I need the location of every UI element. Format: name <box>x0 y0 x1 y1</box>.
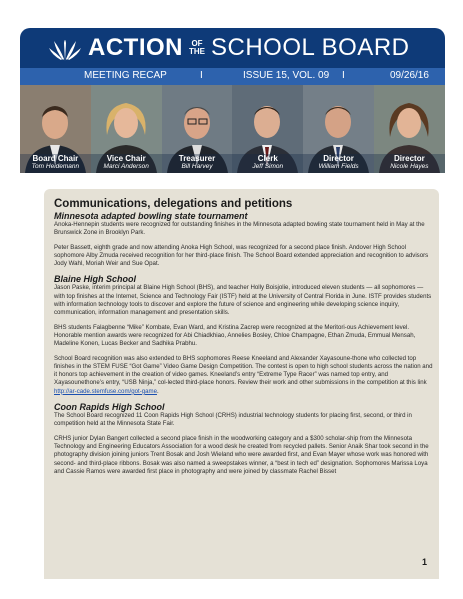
subheading-bowling: Minnesota adapted bowling state tournament <box>54 211 248 221</box>
board-member <box>232 85 303 173</box>
separator: I <box>342 70 345 81</box>
member-role: Director <box>394 154 425 163</box>
paragraph-text: School Board recognition was also extended to BHS sophomores Reese Kneeland and Alexander Xayasoune-thone who collected top finishes in the STEM FUSE “Got Game” Video Game Design Competition. The contest is open to high school students across the nation and it honors top achievement in the creation of video games. Kneeland’s entry “Extreme Type Racer” was named top entry, and Xayasounethone’s entry, “USB Ninja,” col-lected third-place honors. Review their work and other submissions in the competition at this link <box>54 354 433 387</box>
title-school-board: SCHOOL BOARD <box>211 34 410 61</box>
title-of: OF <box>191 39 203 48</box>
subheading-blaine: Blaine High School <box>54 274 137 285</box>
title-of-the <box>187 40 207 56</box>
member-role: Treasurer <box>178 154 216 163</box>
member-role: Board Chair <box>32 154 79 163</box>
section-heading: Communications, delegations and petitions <box>54 198 293 210</box>
recap-label: MEETING RECAP <box>84 70 167 81</box>
caption <box>91 154 162 173</box>
separator: I <box>200 70 203 81</box>
member-name: Tom Heidemann <box>31 163 80 170</box>
caption <box>232 154 303 173</box>
meeting-recap-bar <box>20 68 445 85</box>
caption <box>303 154 374 173</box>
masthead-banner <box>20 28 445 68</box>
paragraph: Jason Paske, interim principal at Blaine High School (BHS), and teacher Holly Boisjolie, introduced eleven students — all sophomores — with top finishes at the Intemet, Science and Technology Fair (ISTF) held at the University of Central Florida in June. ISTF provides students with information technology tools to discover and explore the future of science and engineering while developing science inquiry, communication, information management and presentation skills. <box>54 284 432 317</box>
date-label: 09/26/16 <box>390 70 429 81</box>
got-game-link[interactable]: http://ar-cade.stemfuse.com/got-game <box>54 387 157 395</box>
paragraph: Peter Bassett, eighth grade and now attending Anoka High School, was recognized for a second place finish. Andover High School sophomore Alby Zmuda received recognition for her third-place finish. The School Board extended appreciation and recognition to advisors Jody Wahl, Moriah Weir and Sue Opat. <box>54 243 429 268</box>
caption <box>374 154 445 173</box>
member-name: Bill Harvey <box>181 163 213 170</box>
title-the: THE <box>189 47 205 56</box>
caption <box>20 154 91 173</box>
board-member <box>162 85 233 173</box>
member-name: Marci Anderson <box>103 163 149 170</box>
title-action: ACTION <box>88 34 183 61</box>
board-member <box>91 85 162 173</box>
member-role: Vice Chair <box>106 154 146 163</box>
subheading-coon-rapids: Coon Rapids High School <box>54 402 165 413</box>
paragraph: BHS students Falagbenne “Mike” Kombate, Evan Ward, and Kristina Zacrep were recognized at the Meritori-ous Achievement level. Honorable mention awards were recognized for Abi Chiadkhiao, Annelies Bosley, Chloe Champagne, Ethan Zmuda, Emmual Mensah, Madeline Konen, Lucas Becker and Sadhika Prabhu. <box>54 323 416 348</box>
board-member <box>20 85 91 173</box>
paragraph-end: . <box>156 387 159 395</box>
paragraph: Anoka-Hennepin students were recognized for outstanding finishes in the Minnesota adapted bowling state tournament held in May at the Brunswick Zone in Brooklyn Park. <box>54 221 425 237</box>
content-panel <box>44 189 439 579</box>
paragraph: The School Board recognized 11 Coon Rapids High School (CRHS) industrial technology students for placing first, second, or third in competition held at the Minnesota State Fair. <box>54 412 412 428</box>
paragraph <box>54 355 434 396</box>
member-role: Director <box>323 154 354 163</box>
page-number: 1 <box>422 557 428 567</box>
wheat-logo-icon <box>48 31 82 65</box>
issue-label: ISSUE 15, VOL. 09 <box>243 70 330 81</box>
paragraph: CRHS junior Dylan Bangert collected a second place finish in the woodworking category and a $300 scholar-ship from the Minnesota Technology and Engineering Educators Association for a wood desk he created from recycled pallets. Senior Anaik Shar took second in the photography division joining juniors Trent Bosak and Josh Wieland who were awarded first, and Evan Mayer whose work was honored with second- and third-place ribbons. Bosak was also named a sweepstakes winner, a “best in tech ed” designation. Sophomores Marissa Loya and Cassie Ramos were awarded first place in photography and were joined by classmate Rachel Bisset <box>54 434 429 475</box>
member-name: Nicole Hayes <box>390 163 429 170</box>
board-photo-strip <box>20 85 445 173</box>
board-member <box>374 85 445 173</box>
board-member <box>303 85 374 173</box>
caption <box>162 154 233 173</box>
member-name: William Fields <box>318 163 359 170</box>
member-name: Jeff Simon <box>252 163 284 170</box>
member-role: Clerk <box>257 154 278 163</box>
article-body <box>54 198 434 482</box>
